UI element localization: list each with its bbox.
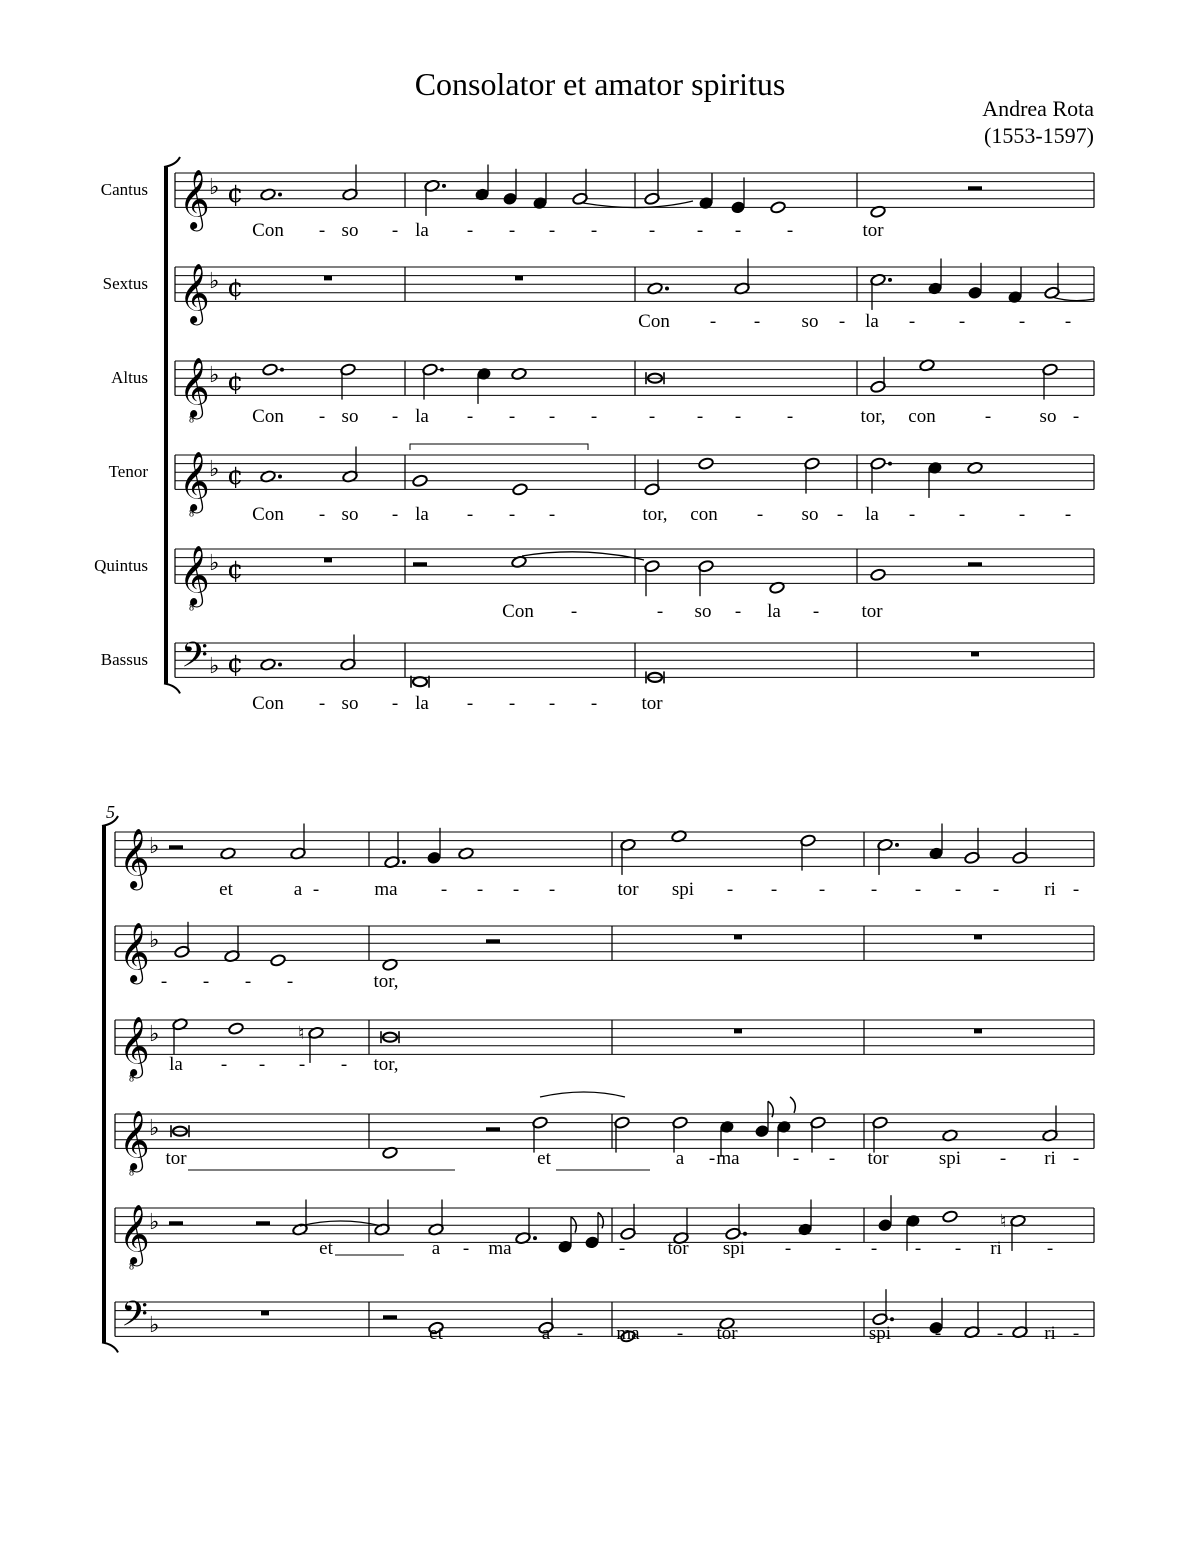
lyric-syllable: - (870, 1238, 878, 1259)
lyric-syllable: - (391, 406, 399, 427)
flat-icon: ♭ (149, 1210, 160, 1236)
lyric-syllable: - (786, 406, 794, 427)
lyric-syllable: tor (867, 1148, 889, 1169)
cut-time-icon: ¢ (227, 648, 244, 679)
lyric-syllable: Con (252, 220, 284, 241)
lyric-syllable: ma (716, 1148, 740, 1169)
dot (402, 860, 406, 864)
cut-time-icon: ¢ (227, 178, 244, 209)
lyric-syllable: la (865, 311, 879, 332)
voice-label-sextus: Sextus (102, 274, 148, 293)
bracket-top-hook (102, 816, 118, 826)
breve-note (413, 677, 427, 686)
lyric-syllable: - (908, 504, 916, 525)
lyric-syllable: - (696, 406, 704, 427)
lyric-syllable: - (220, 1054, 228, 1075)
flat-icon: ♭ (149, 1022, 160, 1048)
tie (583, 201, 693, 208)
eighth-flag (790, 1097, 795, 1113)
lyric-syllable: ri (1044, 1148, 1056, 1169)
tenor-clef-icon: 𝄞 (179, 451, 210, 512)
lyric-syllable: con (908, 406, 936, 427)
octave-eight-mark: 8 (189, 414, 194, 426)
lyric-syllable: - (709, 311, 717, 332)
note-head (262, 363, 278, 376)
lyric-syllable: - (391, 693, 399, 714)
lyric-syllable: - (734, 220, 742, 241)
lyric-syllable: - (318, 504, 326, 525)
lyric-syllable: Con (502, 601, 534, 622)
rest-icon (971, 652, 979, 657)
lyric-syllable: a (431, 1238, 441, 1259)
rest-icon (256, 1221, 270, 1225)
lyric-syllable: la (865, 504, 879, 525)
lyric-syllable: ri (990, 1238, 1002, 1259)
lyric-syllable: so (341, 504, 359, 525)
lyric-syllable: - (476, 879, 484, 900)
lyric-syllable: - (1072, 1148, 1080, 1169)
lyric-syllable: spi (868, 1323, 892, 1344)
lyric-syllable: - (590, 693, 598, 714)
rest-icon (734, 935, 742, 940)
dot (888, 462, 892, 466)
composer-dates: (1553-1597) (984, 123, 1094, 148)
lyric-syllable: - (870, 879, 878, 900)
lyric-syllable: - (786, 220, 794, 241)
lyric-syllable: et (429, 1323, 443, 1344)
lyric-syllable: - (1046, 1238, 1054, 1259)
lyric-syllable: so (341, 693, 359, 714)
lyric-syllable: - (318, 406, 326, 427)
rest-icon (968, 562, 982, 566)
voice-label-quintus: Quintus (94, 556, 148, 575)
lyric-syllable: a (675, 1148, 685, 1169)
composer-name: Andrea Rota (982, 96, 1094, 121)
lyric-syllable: - (312, 879, 320, 900)
lyric-syllable: - (548, 693, 556, 714)
flat-icon: ♭ (209, 653, 220, 679)
lyric-syllable: la (415, 693, 429, 714)
lyric-syllable: la (415, 406, 429, 427)
lyric-syllable: tor, (860, 406, 886, 427)
bracket-bottom-hook (164, 683, 180, 693)
lyric-syllable: - (391, 220, 399, 241)
dot (888, 278, 892, 282)
lyric-syllable: tor (641, 693, 663, 714)
lyric-syllable: - (1072, 879, 1080, 900)
lyric-syllable: - (734, 406, 742, 427)
lyric-syllable: Con (252, 693, 284, 714)
flat-icon: ♭ (209, 551, 220, 577)
note-head (698, 457, 714, 470)
lyric-syllable: - (462, 1238, 470, 1259)
lyric-syllable: con (690, 504, 718, 525)
lyric-syllable: - (999, 1148, 1007, 1169)
rest-icon (486, 1127, 500, 1131)
tenor-clef-icon: 𝄞 (119, 1204, 150, 1265)
dot (278, 475, 282, 479)
tenor-clef-icon: 𝄞 (179, 545, 210, 606)
octave-eight-mark: 8 (129, 1261, 134, 1273)
lyric-syllable: ma (616, 1323, 640, 1344)
cut-time-icon: ¢ (227, 272, 244, 303)
lyric-syllable: - (466, 220, 474, 241)
lyric-syllable: - (508, 406, 516, 427)
lyric-syllable: - (318, 693, 326, 714)
dot (440, 368, 444, 372)
cut-time-icon: ¢ (227, 460, 244, 491)
lyric-syllable: tor, (642, 504, 668, 525)
lyric-syllable: - (466, 406, 474, 427)
note-head (942, 1210, 958, 1223)
lyric-syllable: - (756, 504, 764, 525)
lyric-syllable: so (341, 406, 359, 427)
ligature-bracket (410, 444, 588, 450)
eighth-flag (768, 1101, 773, 1117)
flat-icon: ♭ (149, 928, 160, 954)
lyric-syllable: - (318, 220, 326, 241)
lyric-syllable: tor, (373, 1054, 399, 1075)
treble-clef-icon: 𝄞 (179, 169, 210, 230)
flat-icon: ♭ (149, 1116, 160, 1142)
natural-icon: ♮ (1000, 1210, 1007, 1232)
lyric-syllable: spi (671, 879, 695, 900)
lyric-syllable: - (508, 504, 516, 525)
bass-clef-icon: 𝄢 (181, 634, 209, 684)
tie (540, 1092, 625, 1097)
lyric-syllable: - (834, 1238, 842, 1259)
dot (442, 184, 446, 188)
lyric-syllable: a (541, 1323, 551, 1344)
rest-icon (169, 845, 183, 849)
dot (533, 1236, 537, 1240)
lyric-syllable: ma (374, 879, 398, 900)
rest-icon (324, 558, 332, 563)
lyric-syllable: - (708, 1148, 716, 1169)
dot (278, 663, 282, 667)
lyric-syllable: - (548, 220, 556, 241)
lyric-syllable: - (992, 879, 1000, 900)
tie (1052, 297, 1094, 301)
lyric-syllable: - (391, 504, 399, 525)
page-title: Consolator et amator spiritus (414, 66, 786, 102)
dot (743, 1232, 747, 1236)
lyric-syllable: - (828, 1148, 836, 1169)
lyric-syllable: - (934, 1323, 942, 1344)
cut-time-icon: ¢ (227, 554, 244, 585)
bracket-top-hook (164, 157, 180, 167)
lyric-syllable: - (1064, 311, 1072, 332)
lyric-syllable: - (1072, 406, 1080, 427)
rest-icon (169, 1221, 183, 1225)
lyric-syllable: - (558, 1238, 566, 1259)
lyric-syllable: - (696, 220, 704, 241)
voice-label-cantus: Cantus (100, 180, 148, 199)
lyric-syllable: - (908, 311, 916, 332)
note-head (770, 201, 786, 214)
rest-icon (974, 935, 982, 940)
rest-icon (734, 1029, 742, 1034)
flat-icon: ♭ (209, 269, 220, 295)
tenor-clef-icon: 𝄞 (119, 1110, 150, 1171)
eighth-flag (598, 1212, 603, 1228)
lyric-syllable: - (548, 879, 556, 900)
lyric-syllable: - (1018, 311, 1026, 332)
lyric-syllable: - (570, 601, 578, 622)
quarter-note (503, 193, 516, 205)
lyric-syllable: - (984, 406, 992, 427)
dot (895, 843, 899, 847)
lyric-syllable: - (1018, 504, 1026, 525)
lyric-syllable: - (792, 1148, 800, 1169)
lyric-syllable: - (258, 1054, 266, 1075)
bracket-bottom-hook (102, 1342, 118, 1352)
lyric-syllable: - (340, 1054, 348, 1075)
lyric-syllable: so (801, 504, 819, 525)
lyric-syllable: - (958, 504, 966, 525)
lyric-syllable: tor, (373, 971, 399, 992)
treble-clef-icon: 𝄞 (119, 828, 150, 889)
lyric-syllable: ri (1044, 1323, 1056, 1344)
lyric-syllable: - (244, 971, 252, 992)
treble-clef-icon: 𝄞 (179, 263, 210, 324)
lyric-syllable: Con (252, 504, 284, 525)
lyric-syllable: la (415, 504, 429, 525)
flat-icon: ♭ (149, 1312, 160, 1338)
lyric-syllable: - (512, 879, 520, 900)
lyric-syllable: - (508, 693, 516, 714)
lyric-syllable: - (838, 311, 846, 332)
tenor-clef-icon: 𝄞 (179, 357, 210, 418)
flat-icon: ♭ (209, 175, 220, 201)
lyric-syllable: ma (488, 1238, 512, 1259)
lyric-syllable: et (319, 1238, 333, 1259)
lyric-syllable: - (812, 601, 820, 622)
voice-label-altus: Altus (111, 368, 148, 387)
flat-icon: ♭ (209, 363, 220, 389)
lyric-syllable: - (286, 971, 294, 992)
lyric-syllable: so (341, 220, 359, 241)
octave-eight-mark: 8 (189, 602, 194, 614)
quarter-note (731, 201, 744, 213)
lyric-syllable: tor (667, 1238, 689, 1259)
lyric-syllable: - (954, 879, 962, 900)
lyric-syllable: so (801, 311, 819, 332)
lyric-syllable: et (219, 879, 233, 900)
rest-icon (324, 276, 332, 281)
lyric-syllable: - (548, 504, 556, 525)
lyric-syllable: - (958, 311, 966, 332)
quarter-note (878, 1219, 891, 1231)
rest-icon (486, 939, 500, 943)
rest-icon (968, 186, 982, 190)
quarter-note (585, 1236, 598, 1248)
note-head (270, 954, 286, 967)
lyric-syllable: so (694, 601, 712, 622)
voice-label-tenor: Tenor (108, 462, 148, 481)
lyric-syllable: - (656, 601, 664, 622)
lyric-syllable: - (440, 879, 448, 900)
lyric-syllable: - (836, 504, 844, 525)
dot (280, 368, 284, 372)
lyric-syllable: - (1072, 1323, 1080, 1344)
natural-icon: ♮ (298, 1022, 305, 1044)
dot (278, 193, 282, 197)
rest-icon (383, 1315, 397, 1319)
measure-number: 5 (106, 802, 115, 822)
lyric-syllable: - (726, 879, 734, 900)
lyric-syllable: la (415, 220, 429, 241)
voice-label-bassus: Bassus (100, 650, 148, 669)
lyric-syllable: et (537, 1148, 551, 1169)
lyric-syllable: - (753, 311, 761, 332)
lyric-syllable: - (648, 220, 656, 241)
note-head (228, 1022, 244, 1035)
lyric-syllable: tor (617, 879, 639, 900)
lyric-syllable: la (169, 1054, 183, 1075)
lyric-syllable: - (784, 1238, 792, 1259)
lyric-syllable: tor (862, 220, 884, 241)
quarter-note (755, 1125, 768, 1137)
lyric-syllable: tor (716, 1323, 738, 1344)
lyric-syllable: - (996, 1323, 1004, 1344)
treble-clef-icon: 𝄞 (119, 922, 150, 983)
rest-icon (413, 562, 427, 566)
flat-icon: ♭ (149, 834, 160, 860)
octave-eight-mark: 8 (129, 1167, 134, 1179)
lyric-syllable: spi (722, 1238, 746, 1259)
lyric-syllable: - (914, 879, 922, 900)
lyric-syllable: ri (1044, 879, 1056, 900)
lyric-syllable: spi (938, 1148, 962, 1169)
lyric-syllable: Con (252, 406, 284, 427)
lyric-syllable: - (576, 1323, 584, 1344)
cut-time-icon: ¢ (227, 366, 244, 397)
tenor-clef-icon: 𝄞 (119, 1016, 150, 1077)
lyric-syllable: la (767, 601, 781, 622)
quarter-note (427, 852, 440, 864)
lyric-syllable: so (1039, 406, 1057, 427)
lyric-syllable: - (548, 406, 556, 427)
lyric-syllable: - (648, 406, 656, 427)
bass-clef-icon: 𝄢 (121, 1293, 149, 1343)
lyric-syllable: - (914, 1238, 922, 1259)
lyric-syllable: a (293, 879, 303, 900)
lyric-syllable: - (1064, 504, 1072, 525)
lyric-syllable: - (618, 1238, 626, 1259)
lyric-syllable: - (954, 1238, 962, 1259)
lyric-syllable: - (818, 879, 826, 900)
octave-eight-mark: 8 (189, 508, 194, 520)
lyric-syllable: - (590, 406, 598, 427)
lyric-syllable: Con (638, 311, 670, 332)
quarter-note (968, 287, 981, 299)
lyric-syllable: tor (165, 1148, 187, 1169)
lyric-syllable: - (770, 879, 778, 900)
lyric-syllable: - (466, 693, 474, 714)
rest-icon (974, 1029, 982, 1034)
lyric-syllable: - (676, 1323, 684, 1344)
lyric-syllable: - (590, 220, 598, 241)
lyric-syllable: - (466, 504, 474, 525)
lyric-syllable: - (160, 971, 168, 992)
lyric-syllable: - (508, 220, 516, 241)
note-head (512, 483, 528, 496)
dot (890, 1317, 894, 1321)
rest-icon (515, 276, 523, 281)
flat-icon: ♭ (209, 457, 220, 483)
lyric-syllable: - (734, 601, 742, 622)
lyric-syllable: tor (861, 601, 883, 622)
note-head (870, 568, 886, 581)
rest-icon (261, 1311, 269, 1316)
lyric-syllable: - (202, 971, 210, 992)
octave-eight-mark: 8 (129, 1073, 134, 1085)
lyric-syllable: - (298, 1054, 306, 1075)
note-head (412, 474, 428, 487)
tie (522, 552, 644, 560)
dot (665, 287, 669, 291)
